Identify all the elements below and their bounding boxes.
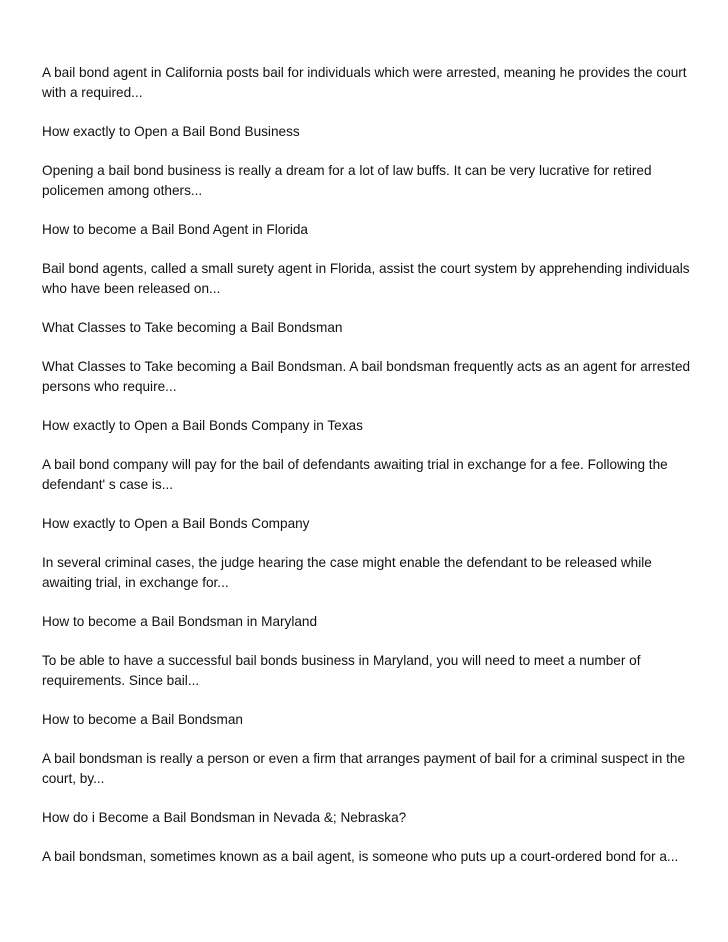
article-title[interactable]: How to become a Bail Bondsman <box>42 712 243 727</box>
article-title[interactable]: How to become a Bail Bond Agent in Florida <box>42 222 308 237</box>
article-summary: A bail bond company will pay for the bail of defendants awaiting trial in exchange for a fee. Following the defendant' s case is... <box>42 457 668 492</box>
article-title[interactable]: How exactly to Open a Bail Bonds Company in Texas <box>42 418 363 433</box>
article-summary: A bail bondsman, sometimes known as a bail agent, is someone who puts up a court-ordered bond for a... <box>42 849 679 864</box>
article-summary: A bail bondsman is really a person or even a firm that arranges payment of bail for a criminal suspect in the court, by... <box>42 751 686 786</box>
article-summary: In several criminal cases, the judge hearing the case might enable the defendant to be released while awaiting trial, in exchange for... <box>42 555 652 590</box>
document-page <box>42 63 692 886</box>
article-summary: Opening a bail bond business is really a dream for a lot of law buffs. It can be very lucrative for retired policemen among others... <box>42 163 652 198</box>
article-summary: Bail bond agents, called a small surety agent in Florida, assist the court system by apprehending individuals who have been released on... <box>42 261 690 296</box>
article-summary: A bail bond agent in California posts bail for individuals which were arrested, meaning he provides the court with a required... <box>42 65 687 100</box>
article-title[interactable]: How to become a Bail Bondsman in Maryland <box>42 614 318 629</box>
article-summary: What Classes to Take becoming a Bail Bondsman. A bail bondsman frequently acts as an agent for arrested persons who require... <box>42 359 691 394</box>
article-title[interactable]: How do i Become a Bail Bondsman in Nevada &; Nebraska? <box>42 810 407 825</box>
article-title[interactable]: How exactly to Open a Bail Bonds Company <box>42 516 310 531</box>
article-summary: To be able to have a successful bail bonds business in Maryland, you will need to meet a number of requirements. Since bail... <box>42 653 641 688</box>
article-title[interactable]: How exactly to Open a Bail Bond Business <box>42 124 300 139</box>
article-title[interactable]: What Classes to Take becoming a Bail Bondsman <box>42 320 343 335</box>
